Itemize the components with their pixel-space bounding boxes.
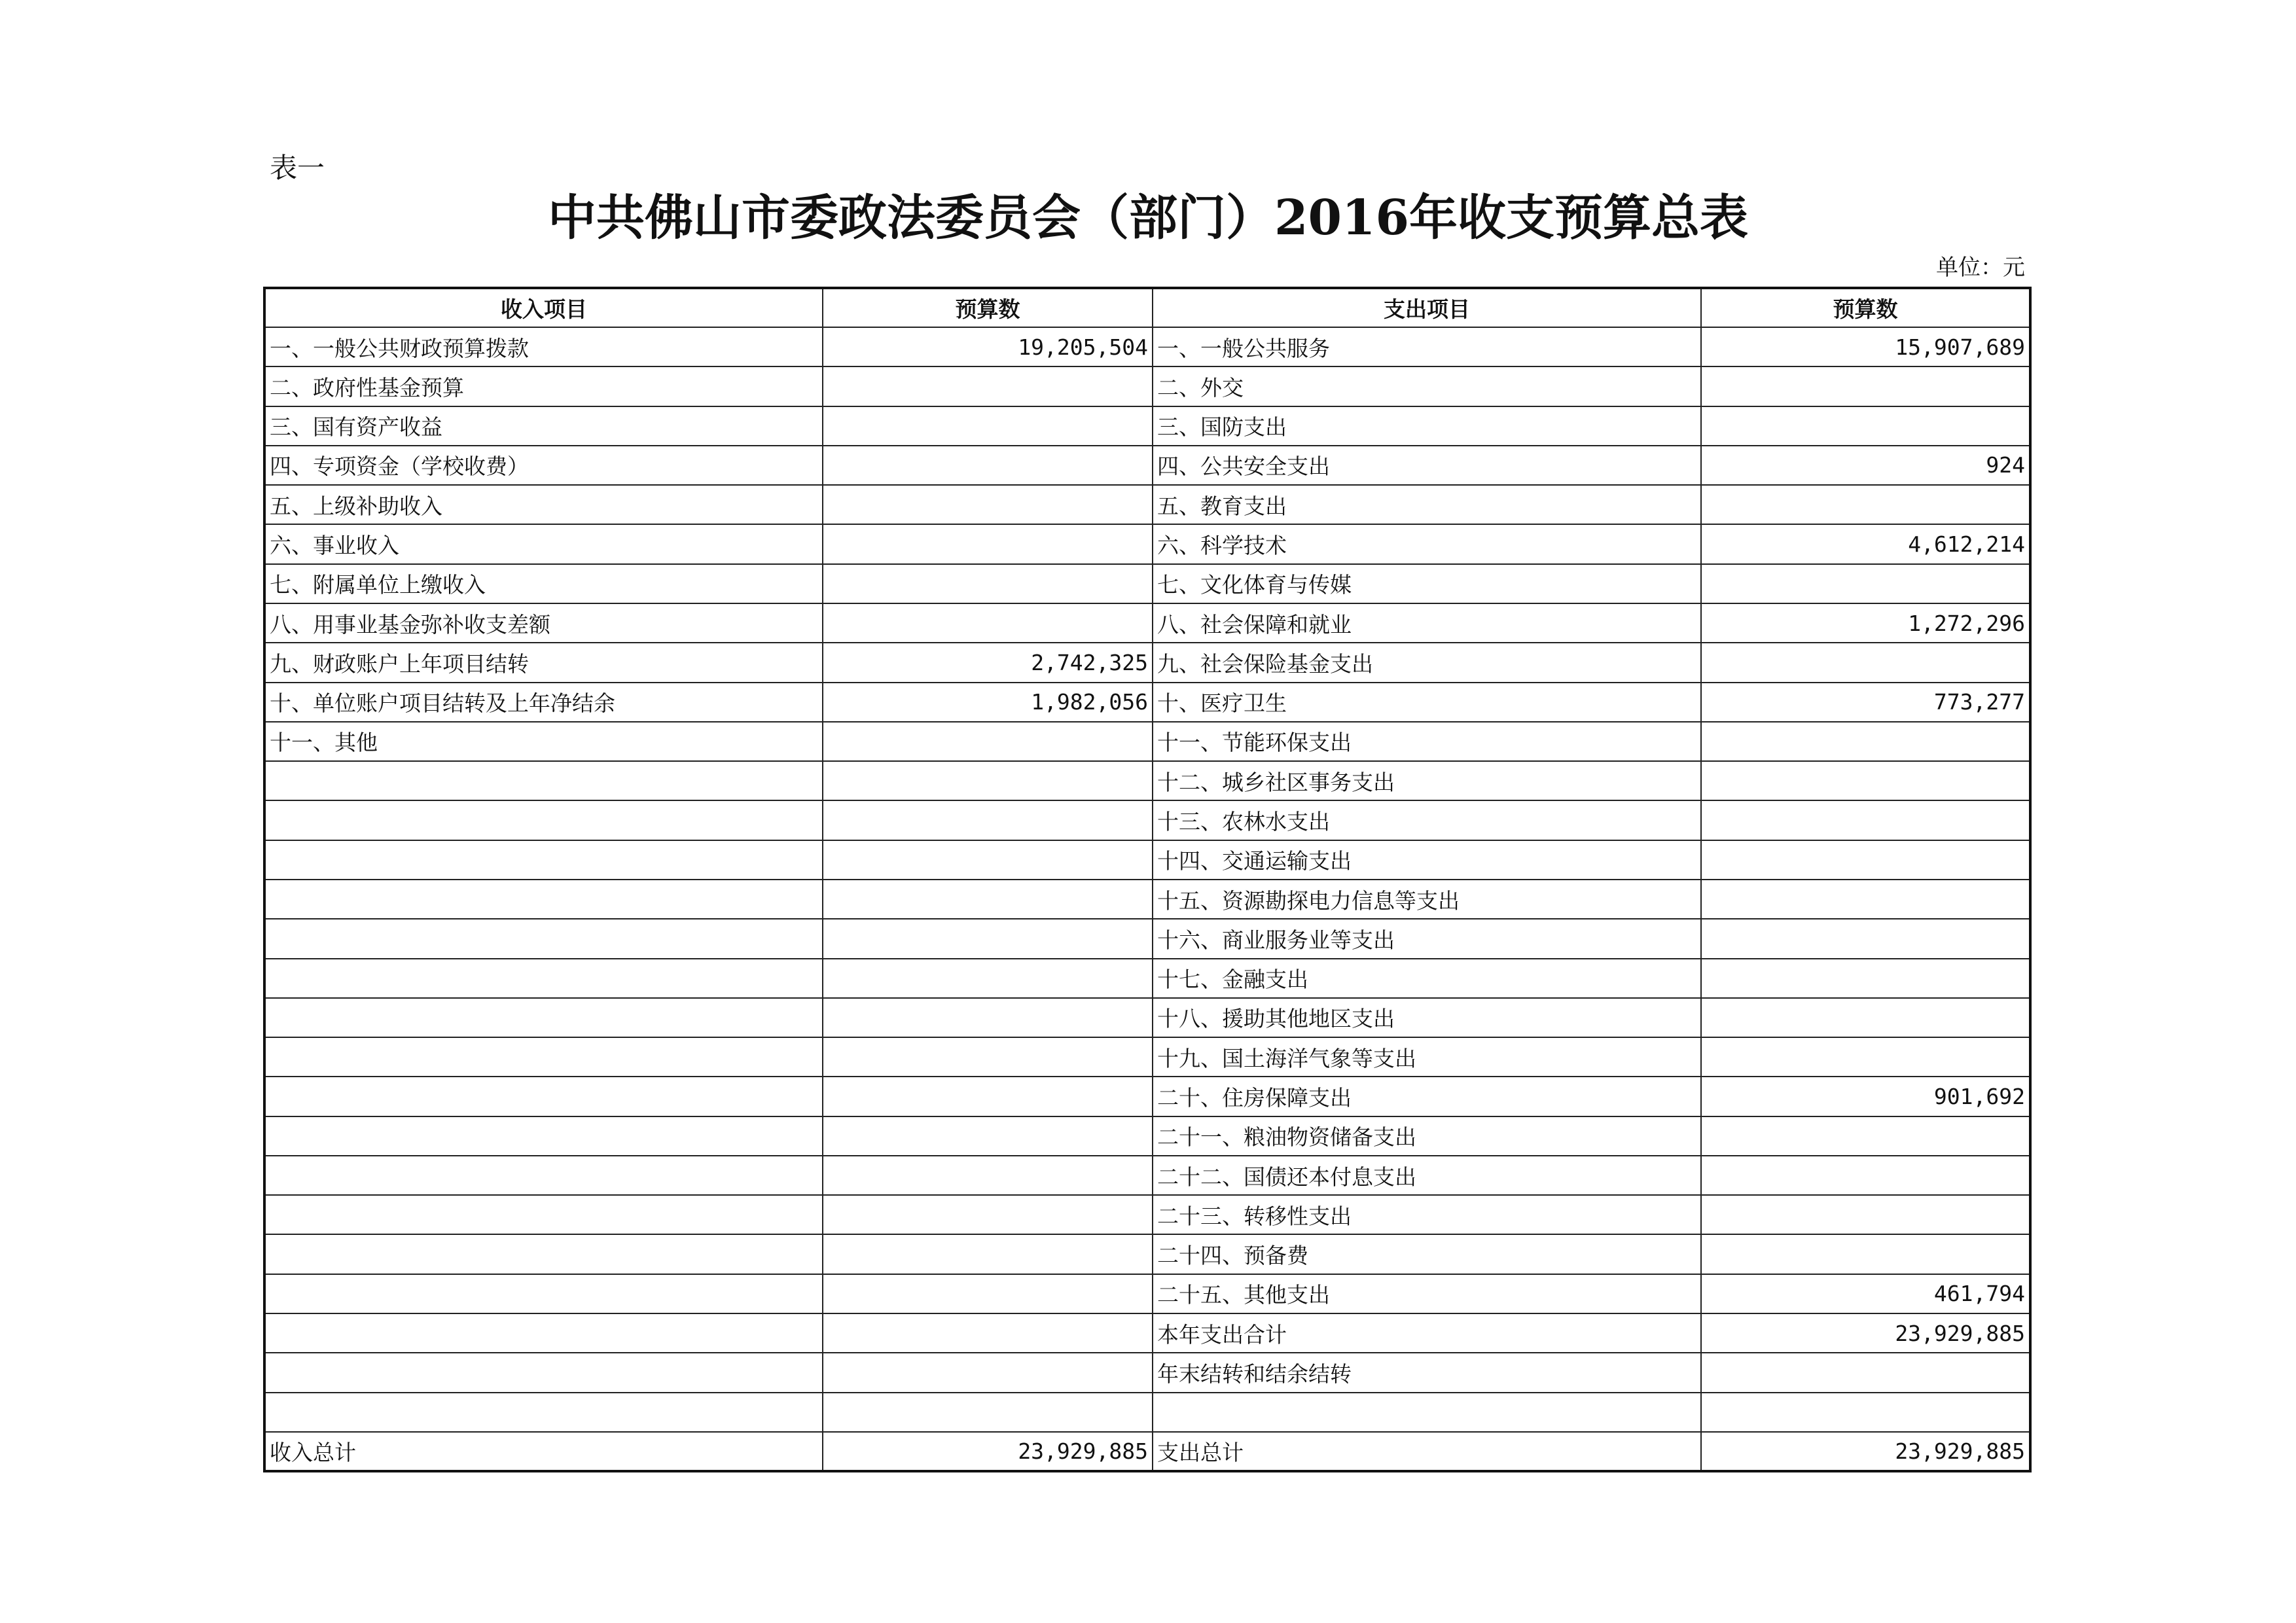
table-row	[264, 959, 2030, 998]
expense-budget-cell: 23,929,885	[1701, 1313, 2030, 1353]
expense-item-cell: 二十一、粮油物资储备支出	[1153, 1116, 1701, 1156]
income-budget-cell	[823, 524, 1153, 563]
expense-budget-cell	[1701, 761, 2030, 800]
table-row	[264, 880, 2030, 919]
expense-budget-cell	[1701, 406, 2030, 446]
income-budget-cell	[823, 998, 1153, 1037]
income-budget-cell	[823, 880, 1153, 919]
expense-budget-cell	[1701, 1195, 2030, 1234]
table-row	[264, 1393, 2030, 1432]
income-item-cell	[264, 1274, 823, 1313]
table-row	[264, 485, 2030, 524]
expense-total-value: 23,929,885	[1701, 1432, 2030, 1471]
income-item-cell	[264, 1037, 823, 1077]
income-budget-cell	[823, 840, 1153, 880]
table-row	[264, 327, 2030, 366]
income-item-cell: 九、财政账户上年项目结转	[264, 643, 823, 682]
budget-table	[263, 287, 2032, 1472]
table-body	[264, 327, 2030, 1432]
table-row	[264, 524, 2030, 563]
table-row	[264, 761, 2030, 800]
income-item-cell: 七、附属单位上缴收入	[264, 564, 823, 603]
expense-budget-cell	[1701, 485, 2030, 524]
income-item-cell: 二、政府性基金预算	[264, 366, 823, 406]
expense-budget-cell	[1701, 1116, 2030, 1156]
expense-item-cell	[1153, 1393, 1701, 1432]
income-budget-cell: 19,205,504	[823, 327, 1153, 366]
table-row	[264, 800, 2030, 840]
table-row	[264, 446, 2030, 485]
expense-item-cell: 一、一般公共服务	[1153, 327, 1701, 366]
expense-budget-cell	[1701, 1037, 2030, 1077]
income-budget-cell	[823, 446, 1153, 485]
unit-label: 单位：元	[1936, 255, 2025, 281]
income-item-cell	[264, 800, 823, 840]
table-row	[264, 564, 2030, 603]
income-item-cell: 六、事业收入	[264, 524, 823, 563]
income-budget-cell	[823, 603, 1153, 643]
table-row	[264, 1274, 2030, 1313]
page-title: 中共佛山市委政法委员会（部门）2016年收支预算总表	[548, 190, 1748, 246]
expense-item-cell: 七、文化体育与传媒	[1153, 564, 1701, 603]
expense-item-cell: 二十、住房保障支出	[1153, 1077, 1701, 1116]
expense-item-cell: 二十二、国债还本付息支出	[1153, 1156, 1701, 1195]
income-item-cell	[264, 1116, 823, 1156]
header-income-budget: 预算数	[823, 288, 1153, 327]
income-item-cell	[264, 840, 823, 880]
income-item-cell	[264, 1077, 823, 1116]
expense-item-cell: 十、医疗卫生	[1153, 683, 1701, 722]
income-item-cell	[264, 919, 823, 958]
income-item-cell	[264, 761, 823, 800]
expense-item-cell: 八、社会保障和就业	[1153, 603, 1701, 643]
income-budget-cell	[823, 564, 1153, 603]
income-budget-cell	[823, 1077, 1153, 1116]
table-row	[264, 1313, 2030, 1353]
table-row	[264, 919, 2030, 958]
table-row	[264, 840, 2030, 880]
expense-budget-cell	[1701, 998, 2030, 1037]
expense-budget-cell	[1701, 1156, 2030, 1195]
expense-item-cell: 二十五、其他支出	[1153, 1274, 1701, 1313]
expense-item-cell: 二、外交	[1153, 366, 1701, 406]
income-budget-cell	[823, 800, 1153, 840]
table-row	[264, 722, 2030, 761]
income-item-cell: 三、国有资产收益	[264, 406, 823, 446]
expense-budget-cell	[1701, 564, 2030, 603]
income-item-cell	[264, 1393, 823, 1432]
expense-item-cell: 二十四、预备费	[1153, 1234, 1701, 1274]
income-total-label: 收入总计	[264, 1432, 823, 1471]
expense-budget-cell	[1701, 840, 2030, 880]
expense-item-cell: 四、公共安全支出	[1153, 446, 1701, 485]
income-budget-cell	[823, 366, 1153, 406]
table-row	[264, 998, 2030, 1037]
expense-budget-cell	[1701, 643, 2030, 682]
income-item-cell	[264, 959, 823, 998]
table-label: 表一	[270, 152, 325, 184]
expense-budget-cell	[1701, 1393, 2030, 1432]
income-item-cell: 一、一般公共财政预算拨款	[264, 327, 823, 366]
income-item-cell	[264, 1234, 823, 1274]
table-row	[264, 1195, 2030, 1234]
income-budget-cell	[823, 406, 1153, 446]
income-item-cell	[264, 998, 823, 1037]
expense-budget-cell: 4,612,214	[1701, 524, 2030, 563]
expense-budget-cell: 461,794	[1701, 1274, 2030, 1313]
expense-budget-cell: 924	[1701, 446, 2030, 485]
table-row	[264, 1234, 2030, 1274]
table-row	[264, 406, 2030, 446]
expense-item-cell: 十四、交通运输支出	[1153, 840, 1701, 880]
income-budget-cell	[823, 1037, 1153, 1077]
income-item-cell: 十一、其他	[264, 722, 823, 761]
table-row	[264, 683, 2030, 722]
expense-budget-cell: 773,277	[1701, 683, 2030, 722]
expense-budget-cell	[1701, 959, 2030, 998]
expense-item-cell: 二十三、转移性支出	[1153, 1195, 1701, 1234]
income-budget-cell	[823, 1116, 1153, 1156]
income-budget-cell	[823, 1313, 1153, 1353]
income-budget-cell	[823, 919, 1153, 958]
expense-budget-cell	[1701, 366, 2030, 406]
table-row	[264, 1077, 2030, 1116]
table-row	[264, 1156, 2030, 1195]
income-budget-cell	[823, 722, 1153, 761]
expense-budget-cell: 1,272,296	[1701, 603, 2030, 643]
expense-item-cell: 三、国防支出	[1153, 406, 1701, 446]
header-expense-item: 支出项目	[1153, 288, 1701, 327]
expense-budget-cell: 15,907,689	[1701, 327, 2030, 366]
expense-item-cell: 十五、资源勘探电力信息等支出	[1153, 880, 1701, 919]
expense-budget-cell	[1701, 800, 2030, 840]
income-item-cell	[264, 880, 823, 919]
expense-item-cell: 六、科学技术	[1153, 524, 1701, 563]
table-row	[264, 1037, 2030, 1077]
table-header-row	[264, 288, 2030, 327]
expense-budget-cell	[1701, 1353, 2030, 1392]
income-item-cell: 八、用事业基金弥补收支差额	[264, 603, 823, 643]
expense-budget-cell	[1701, 880, 2030, 919]
income-budget-cell	[823, 1274, 1153, 1313]
expense-item-cell: 十九、国土海洋气象等支出	[1153, 1037, 1701, 1077]
income-item-cell: 四、专项资金（学校收费）	[264, 446, 823, 485]
income-budget-cell	[823, 485, 1153, 524]
expense-item-cell: 十一、节能环保支出	[1153, 722, 1701, 761]
income-budget-cell	[823, 1195, 1153, 1234]
income-budget-cell	[823, 1156, 1153, 1195]
totals-row	[264, 1432, 2030, 1471]
expense-item-cell: 十二、城乡社区事务支出	[1153, 761, 1701, 800]
expense-item-cell: 十三、农林水支出	[1153, 800, 1701, 840]
header-expense-budget: 预算数	[1701, 288, 2030, 327]
income-item-cell	[264, 1156, 823, 1195]
income-budget-cell	[823, 959, 1153, 998]
table-row	[264, 643, 2030, 682]
table-row	[264, 366, 2030, 406]
income-item-cell	[264, 1353, 823, 1392]
table-row	[264, 1353, 2030, 1392]
expense-budget-cell	[1701, 919, 2030, 958]
table-row	[264, 603, 2030, 643]
expense-item-cell: 本年支出合计	[1153, 1313, 1701, 1353]
expense-item-cell: 十八、援助其他地区支出	[1153, 998, 1701, 1037]
expense-budget-cell: 901,692	[1701, 1077, 2030, 1116]
expense-total-label: 支出总计	[1153, 1432, 1701, 1471]
header-income-item: 收入项目	[264, 288, 823, 327]
expense-item-cell: 年末结转和结余结转	[1153, 1353, 1701, 1392]
table-row	[264, 1116, 2030, 1156]
income-budget-cell: 1,982,056	[823, 683, 1153, 722]
expense-item-cell: 十七、金融支出	[1153, 959, 1701, 998]
income-item-cell: 五、上级补助收入	[264, 485, 823, 524]
expense-item-cell: 十六、商业服务业等支出	[1153, 919, 1701, 958]
income-budget-cell	[823, 1353, 1153, 1392]
income-total-value: 23,929,885	[823, 1432, 1153, 1471]
income-item-cell	[264, 1195, 823, 1234]
income-budget-cell	[823, 1234, 1153, 1274]
income-item-cell	[264, 1313, 823, 1353]
expense-budget-cell	[1701, 722, 2030, 761]
income-budget-cell	[823, 761, 1153, 800]
income-budget-cell: 2,742,325	[823, 643, 1153, 682]
expense-item-cell: 五、教育支出	[1153, 485, 1701, 524]
expense-budget-cell	[1701, 1234, 2030, 1274]
income-item-cell: 十、单位账户项目结转及上年净结余	[264, 683, 823, 722]
income-budget-cell	[823, 1393, 1153, 1432]
expense-item-cell: 九、社会保险基金支出	[1153, 643, 1701, 682]
